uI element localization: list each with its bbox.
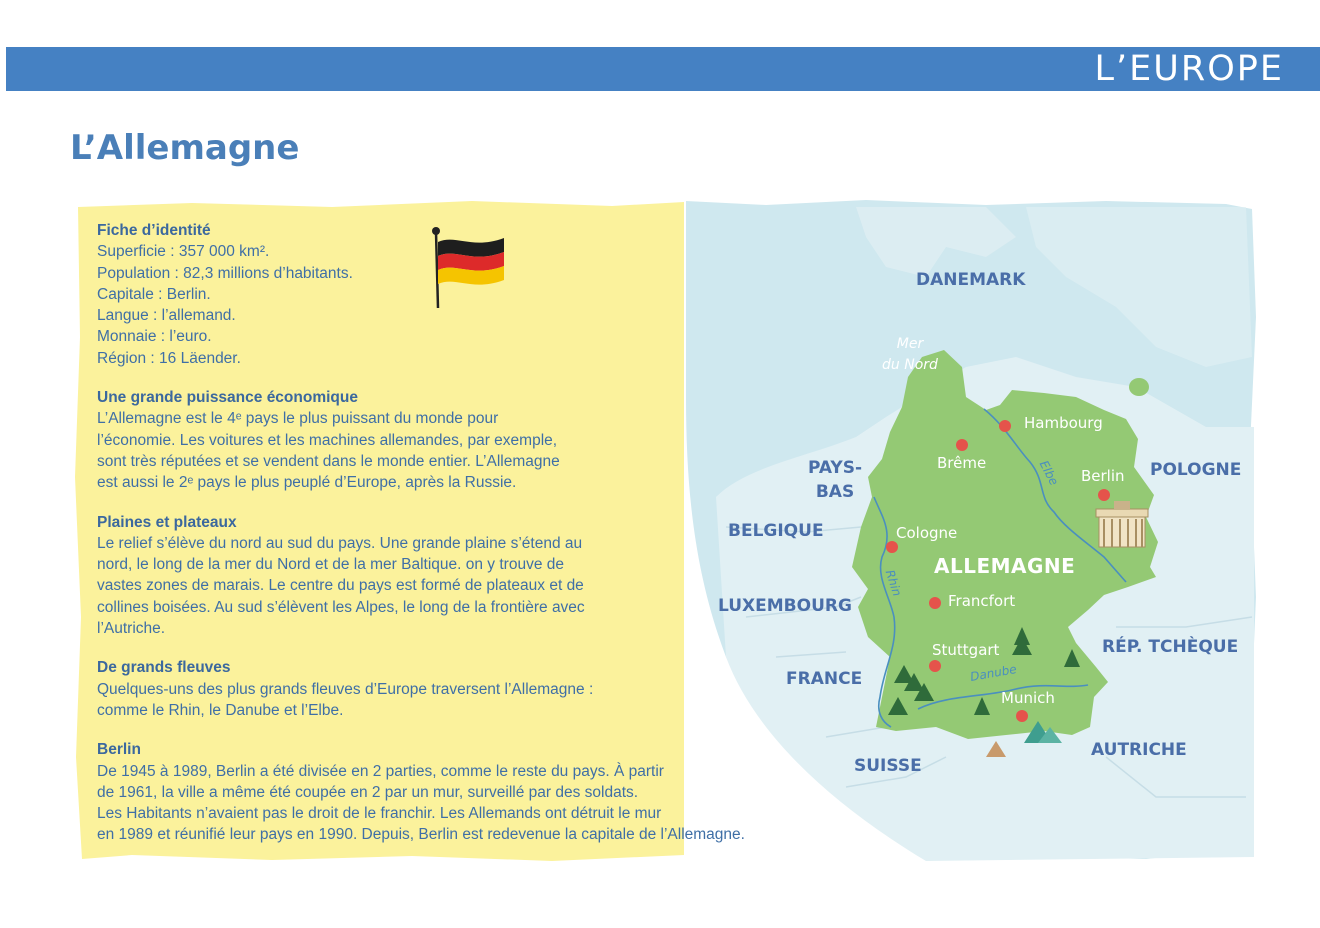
section-heading: Une grande puissance économique: [97, 389, 358, 407]
label-breme: Brême: [937, 454, 987, 472]
section-line: l’économie. Les voitures et les machines allemandes, par exemple,: [97, 431, 558, 449]
section-line: comme le Rhin, le Danube et l’Elbe.: [97, 701, 344, 719]
sea-line-1: Mer: [896, 336, 924, 352]
section-line: de 1961, la ville a même été coupée en 2 par un mur, surveillé par des soldats.: [97, 783, 639, 801]
label-cologne: Cologne: [896, 524, 958, 542]
section-fleuves: [97, 657, 857, 721]
section-line: Le relief s’élève du nord au sud du pays. Une grande plaine s’étend au: [97, 534, 583, 552]
section-line: nord, le long de la mer du Nord et de la mer Baltique. on y trouve de: [97, 556, 564, 574]
label-autriche: AUTRICHE: [1091, 740, 1187, 760]
identity-line: Population : 82,3 millions d’habitants.: [97, 264, 353, 282]
section-relief: [97, 512, 857, 640]
label-river-elbe: Elbe: [1036, 458, 1062, 488]
section-line: collines boisées. Au sud s’élèvent les Alpes, le long de la frontière avec: [97, 598, 585, 616]
identity-line: Monnaie : l’euro.: [97, 328, 212, 346]
label-suisse: SUISSE: [854, 756, 922, 776]
francfort-dot: [929, 597, 941, 609]
label-mer-du-nord: [870, 334, 950, 376]
label-pologne: POLOGNE: [1150, 460, 1242, 480]
label-francfort: Francfort: [948, 592, 1016, 610]
label-luxembourg: LUXEMBOURG: [718, 596, 852, 616]
label-stuttgart: Stuttgart: [932, 641, 1000, 659]
section-line: Les Habitants n’avaient pas le droit de le franchir. Les Allemands ont détruit le mur: [97, 805, 662, 823]
header-banner: [6, 47, 1320, 91]
pays-bas-line-1: PAYS-: [808, 458, 863, 478]
label-river-rhin: Rhin: [882, 568, 905, 598]
munich-dot: [1016, 710, 1028, 722]
section-line: en 1989 et réunifié leur pays en 1990. Depuis, Berlin est redevenue la capitale de l’Allemagne.: [97, 826, 745, 844]
section-line: sont très réputées et se vendent dans le monde entier. L’Allemagne: [97, 452, 560, 470]
section-line: vastes zones de marais. Le centre du pays est formé de plateaux et de: [97, 577, 584, 595]
label-danemark: DANEMARK: [916, 270, 1026, 290]
section-line: l’Autriche.: [97, 620, 166, 638]
label-rep-tcheque: RÉP. TCHÈQUE: [1102, 637, 1239, 657]
label-river-danube: Danube: [969, 662, 1018, 684]
label-belgique: BELGIQUE: [728, 521, 824, 541]
section-heading: De grands fleuves: [97, 659, 231, 677]
section-line: Quelques-uns des plus grands fleuves d’Europe traversent l’Allemagne :: [97, 680, 594, 698]
section-heading: Plaines et plateaux: [97, 513, 237, 531]
section-line: L’Allemagne est le 4ᵉ pays le plus puissant du monde pour: [97, 410, 499, 428]
identity-heading: Fiche d’identité: [97, 222, 211, 239]
berlin-dot: [1098, 489, 1110, 501]
label-munich: Munich: [1001, 689, 1055, 707]
section-line: De 1945 à 1989, Berlin a été divisée en 2 parties, comme le reste du pays. À partir: [97, 762, 664, 780]
hambourg-dot: [999, 420, 1011, 432]
label-hambourg: Hambourg: [1024, 414, 1103, 432]
cologne-dot: [886, 541, 898, 553]
label-allemagne: ALLEMAGNE: [934, 554, 1076, 578]
sea-line-2: du Nord: [882, 357, 938, 373]
section-line: est aussi le 2ᵉ pays le plus peuplé d’Europe, après la Russie.: [97, 474, 517, 492]
identity-line: Capitale : Berlin.: [97, 285, 211, 303]
section-identity: [97, 220, 857, 369]
identity-line: Région : 16 Läender.: [97, 349, 241, 367]
page-title: L’Allemagne: [70, 128, 300, 168]
label-berlin: Berlin: [1081, 467, 1125, 485]
section-berlin: [97, 739, 857, 845]
pays-bas-line-2: BAS: [815, 482, 855, 502]
section-heading: Berlin: [97, 741, 141, 759]
label-france: FRANCE: [786, 669, 863, 689]
breme-dot: [956, 439, 968, 451]
identity-line: Langue : l’allemand.: [97, 307, 236, 325]
text-column: [97, 220, 857, 864]
header-title: L’EUROPE: [1094, 49, 1284, 89]
section-economie: [97, 387, 857, 493]
identity-line: Superficie : 357 000 km².: [97, 243, 270, 261]
stuttgart-dot: [929, 660, 941, 672]
